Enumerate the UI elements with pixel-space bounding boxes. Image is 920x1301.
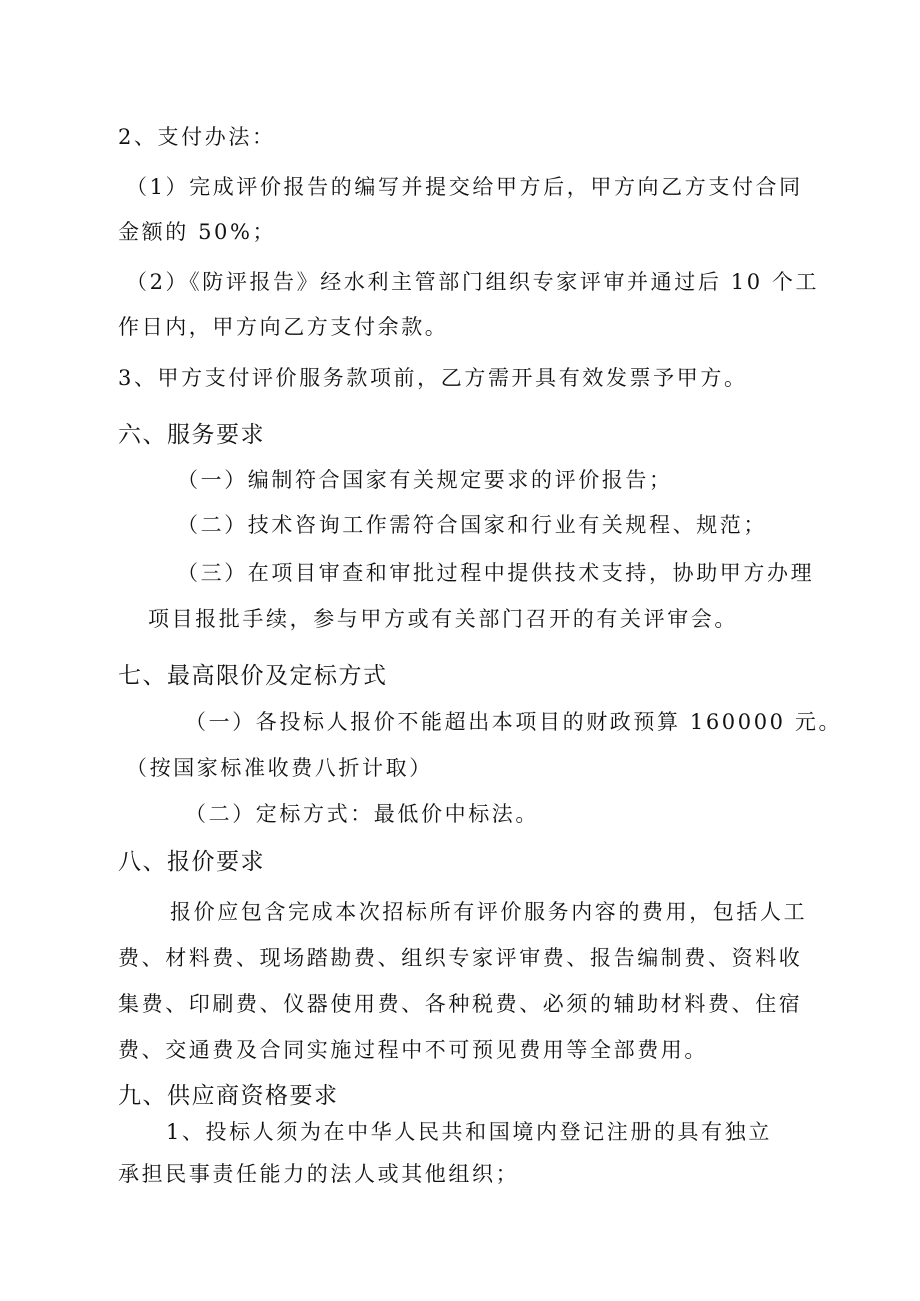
payment-clause-2: （2）《防评报告》经水利主管部门组织专家评审并通过后 10 个工: [126, 270, 820, 294]
qualification-item-1-cont: 承担民事责任能力的法人或其他组织；: [118, 1162, 520, 1186]
section-6-heading: 六、服务要求: [118, 422, 265, 448]
section-9-heading: 九、供应商资格要求: [118, 1083, 339, 1109]
quote-paragraph-line-4: 费、交通费及合同实施过程中不可预见费用等全部费用。: [118, 1038, 708, 1062]
invoice-clause: 3、甲方支付评价服务款项前，乙方需开具有效发票予甲方。: [118, 366, 748, 390]
service-item-2: （二）技术咨询工作需符合国家和行业有关规程、规范；: [177, 513, 767, 537]
service-item-3: （三）在项目审查和审批过程中提供技术支持，协助甲方办理: [177, 561, 815, 585]
service-item-3-cont: 项目报批手续，参与甲方或有关部门召开的有关评审会。: [148, 607, 738, 631]
quote-paragraph-line-3: 集费、印刷费、仪器使用费、各种税费、必须的辅助材料费、住宿: [118, 992, 803, 1016]
section-7-heading: 七、最高限价及定标方式: [118, 663, 388, 689]
section-8-heading: 八、报价要求: [118, 849, 265, 875]
price-limit-item-1: （一）各投标人报价不能超出本项目的财政预算 160000 元。: [185, 710, 843, 734]
quote-paragraph-line-2: 费、材料费、现场踏勘费、组织专家评审费、报告编制费、资料收: [118, 946, 803, 970]
qualification-item-1: 1、投标人须为在中华人民共和国境内登记注册的具有独立: [166, 1120, 772, 1144]
payment-method-title: 2、支付办法：: [118, 125, 276, 149]
price-limit-item-2: （二）定标方式：最低价中标法。: [185, 802, 539, 826]
quote-paragraph-line-1: 报价应包含完成本次招标所有评价服务内容的费用，包括人工: [170, 900, 808, 924]
service-item-1: （一）编制符合国家有关规定要求的评价报告；: [177, 468, 673, 492]
payment-clause-2-cont: 作日内，甲方向乙方支付余款。: [118, 315, 449, 339]
payment-clause-1: （1）完成评价报告的编写并提交给甲方后，甲方向乙方支付合同: [126, 175, 803, 199]
payment-clause-1-cont: 金额的 50%；: [118, 220, 277, 244]
price-limit-item-1-note: （按国家标准收费八折计取）: [126, 756, 433, 780]
